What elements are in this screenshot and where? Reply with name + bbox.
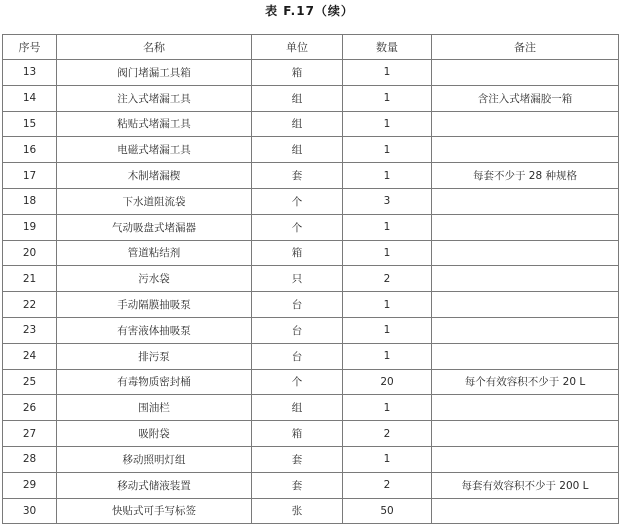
table-row (3, 188, 619, 214)
cell-note (432, 421, 619, 447)
cell-index: 25 (3, 369, 57, 395)
cell-note (432, 266, 619, 292)
cell-qty: 1 (343, 111, 432, 137)
table-body (3, 60, 619, 524)
header-qty: 数量 (343, 35, 432, 60)
cell-qty: 50 (343, 498, 432, 524)
cell-name: 快贴式可手写标签 (57, 498, 252, 524)
cell-name: 排污泵 (57, 343, 252, 369)
cell-note (432, 60, 619, 86)
cell-unit: 台 (252, 317, 343, 343)
cell-qty: 2 (343, 421, 432, 447)
cell-name: 电磁式堵漏工具 (57, 137, 252, 163)
cell-name: 围油栏 (57, 395, 252, 421)
cell-qty: 1 (343, 240, 432, 266)
header-index: 序号 (3, 35, 57, 60)
table-row (3, 472, 619, 498)
table-row (3, 111, 619, 137)
cell-note: 每套不少于 28 种规格 (432, 163, 619, 189)
cell-note (432, 137, 619, 163)
cell-unit: 张 (252, 498, 343, 524)
header-note: 备注 (432, 35, 619, 60)
cell-qty: 1 (343, 137, 432, 163)
cell-note: 每个有效容积不少于 20 L (432, 369, 619, 395)
cell-unit: 台 (252, 343, 343, 369)
cell-unit: 个 (252, 188, 343, 214)
cell-index: 30 (3, 498, 57, 524)
cell-index: 14 (3, 85, 57, 111)
cell-index: 16 (3, 137, 57, 163)
cell-index: 22 (3, 292, 57, 318)
cell-index: 28 (3, 446, 57, 472)
table-row (3, 163, 619, 189)
cell-note (432, 446, 619, 472)
cell-index: 24 (3, 343, 57, 369)
cell-note (432, 343, 619, 369)
cell-qty: 1 (343, 163, 432, 189)
cell-note (432, 317, 619, 343)
cell-name: 气动吸盘式堵漏器 (57, 214, 252, 240)
cell-unit: 个 (252, 214, 343, 240)
cell-note (432, 214, 619, 240)
table-row (3, 292, 619, 318)
equipment-table (2, 34, 619, 524)
cell-qty: 1 (343, 214, 432, 240)
cell-name: 有毒物质密封桶 (57, 369, 252, 395)
cell-name: 下水道阻流袋 (57, 188, 252, 214)
cell-note (432, 292, 619, 318)
cell-name: 粘贴式堵漏工具 (57, 111, 252, 137)
cell-note (432, 111, 619, 137)
cell-unit: 箱 (252, 421, 343, 447)
cell-unit: 组 (252, 395, 343, 421)
cell-qty: 2 (343, 266, 432, 292)
cell-qty: 20 (343, 369, 432, 395)
cell-note (432, 395, 619, 421)
cell-qty: 1 (343, 85, 432, 111)
cell-unit: 台 (252, 292, 343, 318)
cell-name: 有害液体抽吸泵 (57, 317, 252, 343)
table-row (3, 343, 619, 369)
cell-note (432, 188, 619, 214)
cell-note: 含注入式堵漏胶一箱 (432, 85, 619, 111)
table-row (3, 421, 619, 447)
cell-index: 27 (3, 421, 57, 447)
cell-index: 29 (3, 472, 57, 498)
cell-index: 13 (3, 60, 57, 86)
cell-unit: 组 (252, 137, 343, 163)
table-row (3, 85, 619, 111)
cell-index: 19 (3, 214, 57, 240)
cell-unit: 只 (252, 266, 343, 292)
table-row (3, 317, 619, 343)
table-row (3, 395, 619, 421)
cell-unit: 套 (252, 472, 343, 498)
cell-name: 污水袋 (57, 266, 252, 292)
cell-qty: 1 (343, 317, 432, 343)
table-row (3, 369, 619, 395)
cell-unit: 套 (252, 163, 343, 189)
cell-name: 注入式堵漏工具 (57, 85, 252, 111)
cell-unit: 个 (252, 369, 343, 395)
cell-name: 移动照明灯组 (57, 446, 252, 472)
header-name: 名称 (57, 35, 252, 60)
cell-name: 管道粘结剂 (57, 240, 252, 266)
table-header-row (3, 35, 619, 60)
cell-qty: 1 (343, 60, 432, 86)
header-unit: 单位 (252, 35, 343, 60)
cell-unit: 组 (252, 111, 343, 137)
table-row (3, 266, 619, 292)
cell-unit: 套 (252, 446, 343, 472)
cell-qty: 1 (343, 292, 432, 318)
cell-qty: 1 (343, 446, 432, 472)
cell-qty: 3 (343, 188, 432, 214)
cell-name: 木制堵漏楔 (57, 163, 252, 189)
table-row (3, 240, 619, 266)
cell-note (432, 240, 619, 266)
cell-index: 15 (3, 111, 57, 137)
cell-unit: 箱 (252, 240, 343, 266)
cell-note: 每套有效容积不少于 200 L (432, 472, 619, 498)
cell-qty: 1 (343, 395, 432, 421)
cell-name: 移动式储液装置 (57, 472, 252, 498)
cell-unit: 组 (252, 85, 343, 111)
table-row (3, 137, 619, 163)
cell-index: 23 (3, 317, 57, 343)
cell-qty: 1 (343, 343, 432, 369)
cell-name: 吸附袋 (57, 421, 252, 447)
cell-name: 手动隔膜抽吸泵 (57, 292, 252, 318)
cell-name: 阀门堵漏工具箱 (57, 60, 252, 86)
cell-note (432, 498, 619, 524)
cell-unit: 箱 (252, 60, 343, 86)
table-row (3, 446, 619, 472)
cell-index: 18 (3, 188, 57, 214)
cell-index: 21 (3, 266, 57, 292)
cell-qty: 2 (343, 472, 432, 498)
cell-index: 20 (3, 240, 57, 266)
cell-index: 17 (3, 163, 57, 189)
table-row (3, 60, 619, 86)
table-caption: 表 F.17（续） (265, 4, 354, 18)
cell-index: 26 (3, 395, 57, 421)
table-row (3, 498, 619, 524)
table-row (3, 214, 619, 240)
